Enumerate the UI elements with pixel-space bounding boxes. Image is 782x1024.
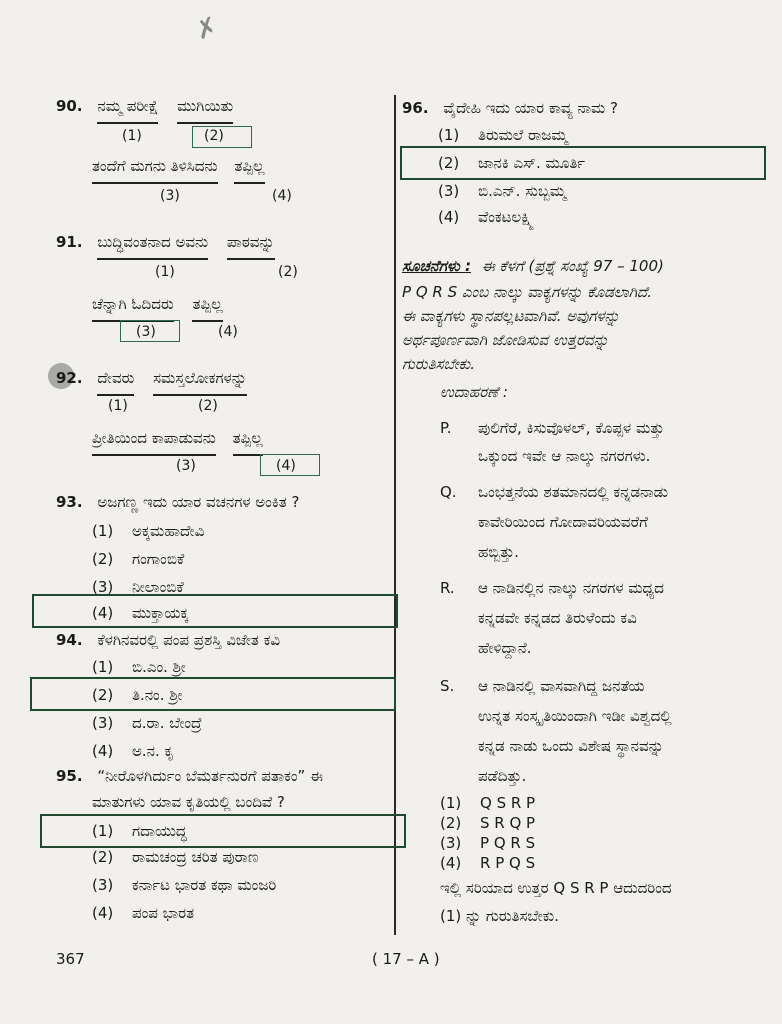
option-text: Q S R P: [480, 794, 536, 812]
q90-part-4: ತಪ್ಪಿಲ್ಲ: [234, 156, 264, 184]
answer-mark-box: [120, 320, 180, 342]
option-text: R P Q S: [480, 854, 536, 872]
q91-label-1: (1): [155, 264, 175, 280]
option-number: (4): [440, 854, 462, 872]
answer-highlight-box: [30, 677, 396, 711]
option-number: (2): [440, 814, 462, 832]
question-text: ಅಜಗಣ್ಣ ಇದು ಯಾರ ವಚನಗಳ ಅಂಕಿತ ?: [97, 493, 300, 511]
q90-part-1: ನಮ್ಮ ಪರೀಕ್ಷೆ: [97, 96, 158, 124]
example-line: ಪುಲಿಗೆರೆ, ಕಿಸುವೊಳಲ್, ಕೊಪ್ಪಳ ಮತ್ತು: [478, 419, 665, 437]
option-text: P Q R S: [480, 834, 536, 852]
q92-part-3: ಪ್ರೀತಿಯಿಂದ ಕಾಪಾಡುವನು: [92, 428, 216, 456]
question-93: [56, 492, 299, 512]
option[interactable]: [92, 848, 258, 866]
q91-label-2: (2): [278, 264, 298, 280]
option-number: (3): [92, 578, 114, 596]
example-line: ಕನ್ನಡ ನಾಡು ಒಂದು ವಿಶೇಷ ಸ್ಥಾನವನ್ನು: [478, 737, 664, 755]
question-number: 92.: [56, 369, 83, 387]
q92-label-2: (2): [198, 398, 218, 414]
option-number: (4): [438, 208, 460, 226]
option-text: ನೀಲಾಂಬಿಕೆ: [132, 578, 184, 596]
question-95: [56, 766, 323, 786]
option-text: S R Q P: [480, 814, 536, 832]
conclusion-line: (1) ನ್ನು ಗುರುತಿಸಬೇಕು.: [440, 907, 559, 925]
q92-label-4: (4): [276, 458, 296, 474]
option-text: ವೆಂಕಟಲಕ್ಷ್ಮಿ: [478, 208, 534, 226]
option-number: (1): [92, 522, 114, 540]
example-line: ಕಾವೇರಿಯಿಂದ ಗೋದಾವರಿಯವರೆಗೆ: [478, 513, 648, 531]
question-number: 91.: [56, 233, 83, 251]
question-number: 95.: [56, 767, 83, 785]
instructions-line: ಅರ್ಥಪೂರ್ಣವಾಗಿ ಜೋಡಿಸುವ ಉತ್ತರವನ್ನು: [402, 331, 609, 349]
option-text: ಜಾನಕಿ ಎಸ್. ಮೂರ್ತಿ: [478, 154, 586, 172]
option[interactable]: [92, 658, 186, 676]
q90-label-2: (2): [204, 128, 224, 144]
question-text: ವೈದೇಹಿ ಇದು ಯಾರ ಕಾವ್ಯ ನಾಮ ?: [443, 99, 618, 117]
instructions-heading: ಸೂಚನೆಗಳು :: [402, 257, 471, 275]
option-text: ದ.ರಾ. ಬೇಂದ್ರೆ: [132, 714, 202, 732]
instructions-heading-line: [402, 256, 664, 276]
q90-part-2: ಮುಗಿಯಿತು: [177, 96, 233, 124]
option[interactable]: [92, 876, 276, 894]
option-number: (4): [92, 742, 114, 760]
option-text: ಕರ್ನಾಟ ಭಾರತ ಕಥಾ ಮಂಜರಿ: [132, 876, 277, 894]
instructions-line: ಗುರುತಿಸಬೇಕು.: [402, 355, 475, 373]
option-number: (1): [92, 658, 114, 676]
q91-part-1: ಬುದ್ಧಿವಂತನಾದ ಅವನು: [97, 232, 208, 260]
column-divider: [394, 95, 396, 935]
option-number: (3): [440, 834, 462, 852]
q92-label-3: (3): [176, 458, 196, 474]
option[interactable]: [438, 208, 534, 226]
example-line: ಒಕ್ಕುಂದ ಇವೇ ಆ ನಾಲ್ಕು ನಗರಗಳು.: [478, 447, 651, 465]
example-line: ಆ ನಾಡಿನಲ್ಲಿ ವಾಸವಾಗಿದ್ದ ಜನತೆಯ: [478, 677, 645, 695]
page-number: ( 17 – A ): [372, 950, 440, 968]
option-number: (1): [92, 822, 114, 840]
option-number: (2): [438, 154, 460, 172]
option[interactable]: [92, 550, 184, 568]
example-option: [440, 794, 535, 812]
q92-line-2: [92, 428, 263, 456]
instructions-line: P Q R S ಎಂಬ ನಾಲ್ಕು ವಾಕ್ಯಗಳನ್ನು ಕೊಡಲಾಗಿದೆ.: [402, 283, 653, 301]
q90-part-3: ತಂದೆಗೆ ಮಗನು ತಿಳಿಸಿದನು: [92, 156, 218, 184]
question-90: [56, 96, 233, 124]
q92-part-1: ದೇವರು: [97, 368, 134, 396]
question-92: [56, 368, 247, 396]
question-91: [56, 232, 275, 260]
example-line: ಕನ್ನಡವೇ ಕನ್ನಡದ ತಿರುಳೆಂದು ಕವಿ: [478, 609, 637, 627]
question-text: “ನೀರೊಳಗಿರ್ದುಂ ಬೆಮರ್ತನುರಗೆ ಪತಾಕಂ” ಈ: [97, 767, 324, 785]
option-number: (4): [92, 904, 114, 922]
example-label: R.: [440, 579, 455, 597]
option-number: (2): [92, 686, 114, 704]
option-text: ಅಕ್ಕಮಹಾದೇವಿ: [132, 522, 205, 540]
option-number: (1): [440, 794, 462, 812]
q92-label-1: (1): [108, 398, 128, 414]
booklet-code: 367: [56, 950, 85, 968]
option-text: ಬಿ.ಎಂ. ಶ್ರೀ: [132, 658, 186, 676]
q91-part-3: ಚೆನ್ನಾಗಿ ಓದಿದರು: [92, 294, 174, 322]
option-text: ತಿರುಮಲೆ ರಾಜಮ್ಮ: [478, 126, 568, 144]
question-text-line-2: ಮಾತುಗಳು ಯಾವ ಕೃತಿಯಲ್ಲಿ ಬಂದಿವೆ ?: [92, 793, 285, 811]
answer-mark-box: [260, 454, 320, 476]
option-text: ತಿ.ನಂ. ಶ್ರೀ: [132, 686, 183, 704]
q91-label-3: (3): [136, 324, 156, 340]
pencil-mark: ✗: [191, 11, 223, 47]
q90-label-1: (1): [122, 128, 142, 144]
example-label: P.: [440, 419, 452, 437]
example-line: ಪಡೆದಿತ್ತು.: [478, 767, 527, 785]
q91-part-4: ತಪ್ಪಿಲ್ಲ: [192, 294, 222, 322]
example-line: ಹೇಳಿದ್ದಾನೆ.: [478, 639, 532, 657]
q91-label-4: (4): [218, 324, 238, 340]
q92-part-4: ತಪ್ಪಿಲ್ಲ: [233, 428, 263, 456]
option[interactable]: [92, 522, 204, 540]
example-heading: ಉದಾಹರಣೆ :: [440, 383, 508, 401]
option[interactable]: [92, 742, 174, 760]
example-line: ಒಂಭತ್ತನೆಯ ಶತಮಾನದಲ್ಲಿ ಕನ್ನಡನಾಡು: [478, 483, 668, 501]
question-94: [56, 630, 280, 650]
option-number: (2): [92, 550, 114, 568]
example-line: ಆ ನಾಡಿನಲ್ಲಿನ ನಾಲ್ಕು ನಗರಗಳ ಮಧ್ಯದ: [478, 579, 664, 597]
option[interactable]: [92, 714, 202, 732]
option-number: (2): [92, 848, 114, 866]
instructions-heading-rest: ಈ ಕೆಳಗೆ (ಪ್ರಶ್ನೆ ಸಂಖ್ಯೆ 97 – 100): [481, 257, 664, 275]
option-number: (3): [438, 182, 460, 200]
option-number: (4): [92, 604, 114, 622]
instructions-line: ಈ ವಾಕ್ಯಗಳು ಸ್ಥಾನಪಲ್ಲಟವಾಗಿವೆ. ಅವುಗಳನ್ನು: [402, 307, 620, 325]
example-option: [440, 854, 535, 872]
question-number: 96.: [402, 99, 429, 117]
option-text: ಗದಾಯುದ್ಧ: [132, 822, 187, 840]
conclusion-line: ಇಲ್ಲಿ ಸರಿಯಾದ ಉತ್ತರ Q S R P ಆದುದರಿಂದ: [440, 879, 672, 897]
answer-highlight-box: [400, 146, 766, 180]
example-label: S.: [440, 677, 455, 695]
q90-line-2: [92, 156, 265, 184]
question-text: ಕೆಳಗಿನವರಲ್ಲಿ ಪಂಪ ಪ್ರಶಸ್ತಿ ವಿಜೇತ ಕವಿ: [97, 631, 281, 649]
option-text: ರಾಮಚಂದ್ರ ಚರಿತ ಪುರಾಣ: [132, 848, 259, 866]
q90-label-4: (4): [272, 188, 292, 204]
option-text: ಮುಕ್ತಾಯಕ್ಕ: [132, 604, 189, 622]
example-line: ಹಬ್ಬಿತ್ತು.: [478, 543, 519, 561]
question-number: 90.: [56, 97, 83, 115]
question-96: [402, 98, 618, 118]
option-text: ಗಂಗಾಂಬಿಕೆ: [132, 550, 185, 568]
q91-line-2: [92, 294, 223, 322]
option-number: (3): [92, 876, 114, 894]
q90-label-3: (3): [160, 188, 180, 204]
option[interactable]: [438, 182, 566, 200]
example-label: Q.: [440, 483, 457, 501]
question-number: 93.: [56, 493, 83, 511]
option-text: ಬಿ.ಎನ್. ಸುಬ್ಬಮ್ಮ: [478, 182, 567, 200]
option-number: (1): [438, 126, 460, 144]
example-option: [440, 834, 535, 852]
example-option: [440, 814, 535, 832]
question-number: 94.: [56, 631, 83, 649]
option-text: ಅ.ನ. ಕೃ: [132, 742, 174, 760]
example-line: ಉನ್ನತ ಸಂಸ್ಕೃತಿಯಿಂದಾಗಿ ಇಡೀ ವಿಶ್ವದಲ್ಲಿ: [478, 707, 672, 725]
q92-part-2: ಸಮಸ್ತಲೋಕಗಳನ್ನು: [153, 368, 247, 396]
option-number: (3): [92, 714, 114, 732]
q91-part-2: ಪಾಠವನ್ನು: [227, 232, 275, 260]
answer-highlight-box: [40, 814, 406, 848]
option[interactable]: [92, 904, 194, 922]
option-text: ಪಂಪ ಭಾರತ: [132, 904, 195, 922]
answer-highlight-box: [32, 594, 398, 628]
answer-mark-box: [192, 126, 252, 148]
option[interactable]: [438, 126, 568, 144]
